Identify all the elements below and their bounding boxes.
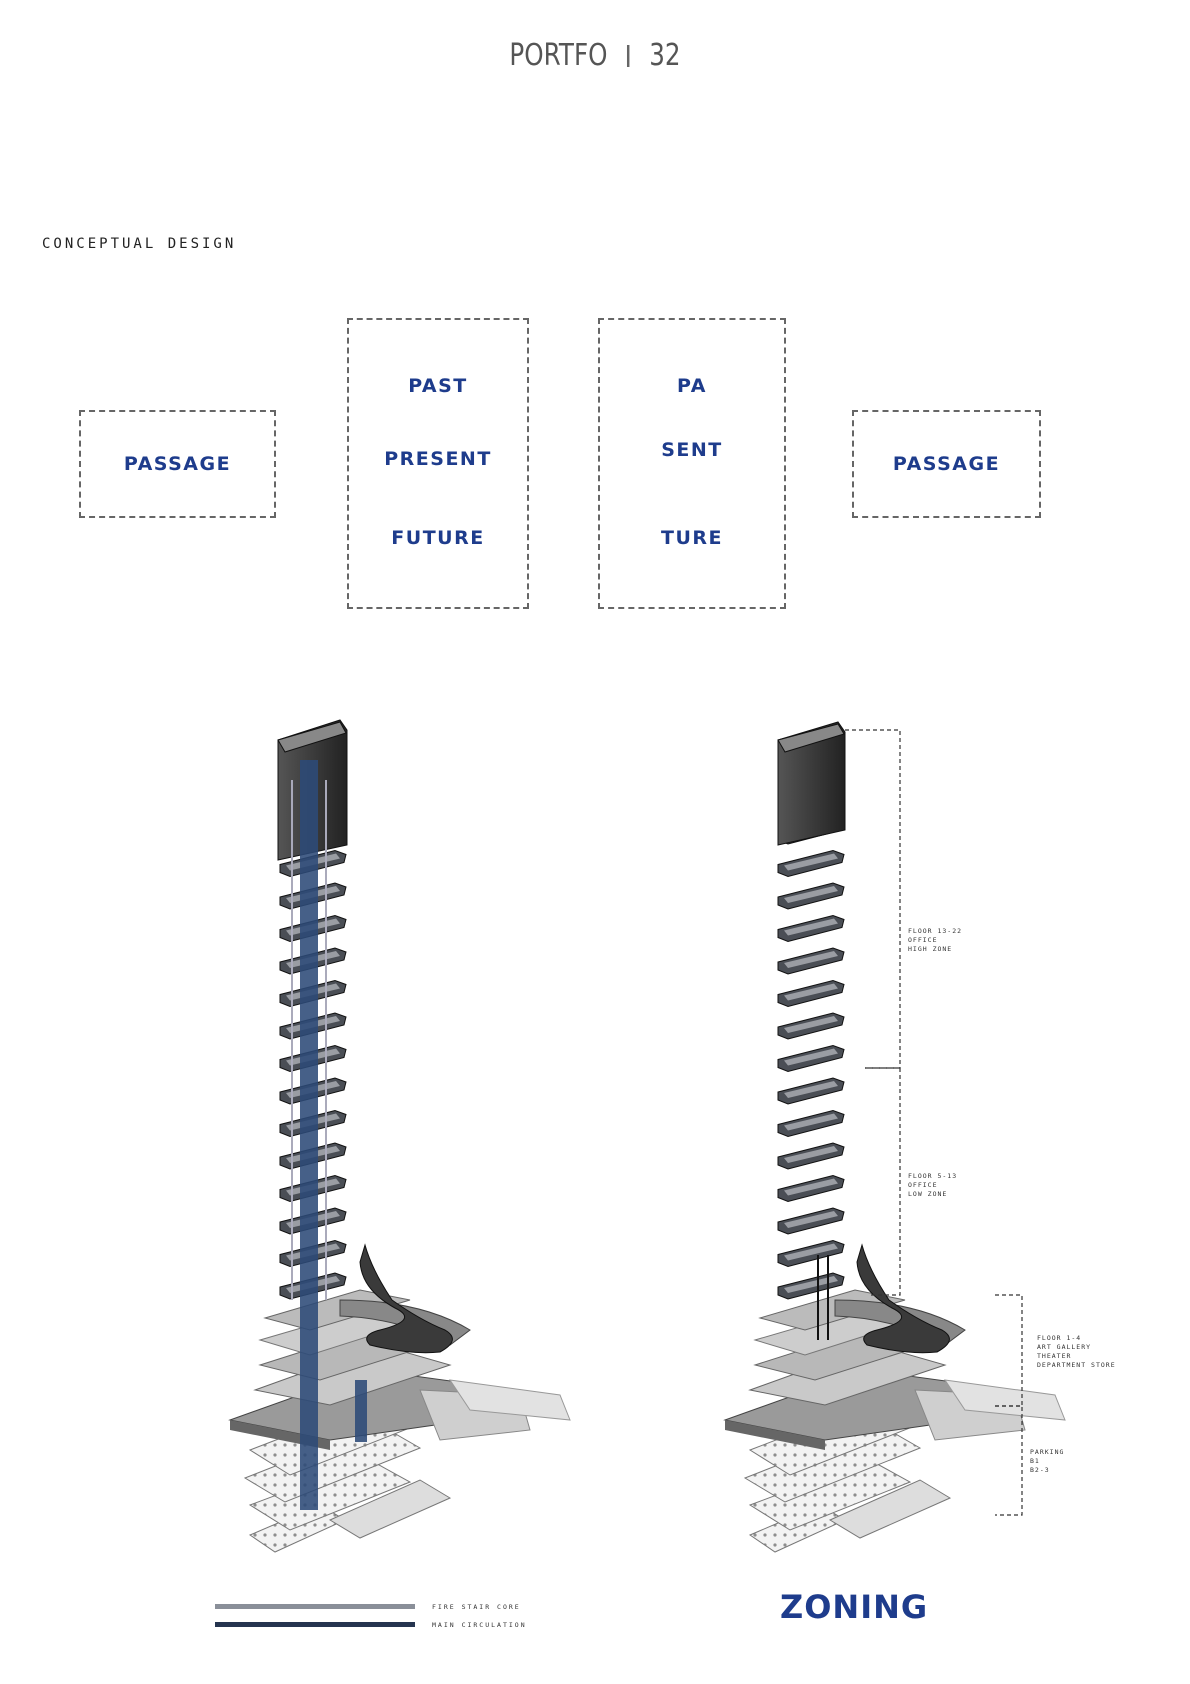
concept-word: PASSAGE <box>123 453 232 475</box>
section-title: CONCEPTUAL DESIGN <box>42 236 237 252</box>
zone-label-high: FLOOR 13-22 OFFICE HIGH ZONE <box>908 927 963 953</box>
concept-word: PRESENT <box>384 448 492 470</box>
main-circulation-core <box>300 760 318 1510</box>
floor-slabs <box>778 818 844 1299</box>
legend-label-circulation: MAIN CIRCULATION <box>432 1621 527 1629</box>
legend-label-fire-stair: FIRE STAIR CORE <box>432 1603 521 1611</box>
zone-label-podium: FLOOR 1-4 ART GALLERY THEATER DEPARTMENT STORE <box>1037 1334 1116 1369</box>
header-title: PORTFO <box>509 38 608 73</box>
tower-axonometric-right <box>725 722 1065 1552</box>
concept-word: PASSAGE <box>892 453 1001 475</box>
concept-word: SENT <box>661 439 723 461</box>
legend-line-fire-stair <box>215 1604 415 1609</box>
tower-axonometric-left <box>230 720 570 1552</box>
concept-word: FUTURE <box>391 527 485 549</box>
podium-levels <box>230 1290 570 1450</box>
concept-word: PA <box>677 375 707 397</box>
concept-word: TURE <box>661 527 723 549</box>
podium-levels <box>725 1290 1065 1450</box>
zone-label-parking: PARKING B1 B2-3 <box>1030 1448 1065 1474</box>
zone-label-low: FLOOR 5-13 OFFICE LOW ZONE <box>908 1172 958 1198</box>
concept-word: PAST <box>408 375 468 397</box>
zoning-title: ZONING <box>780 1588 929 1626</box>
legend-line-circulation <box>215 1622 415 1627</box>
page-number: 32 <box>649 38 681 73</box>
secondary-core <box>355 1380 367 1442</box>
